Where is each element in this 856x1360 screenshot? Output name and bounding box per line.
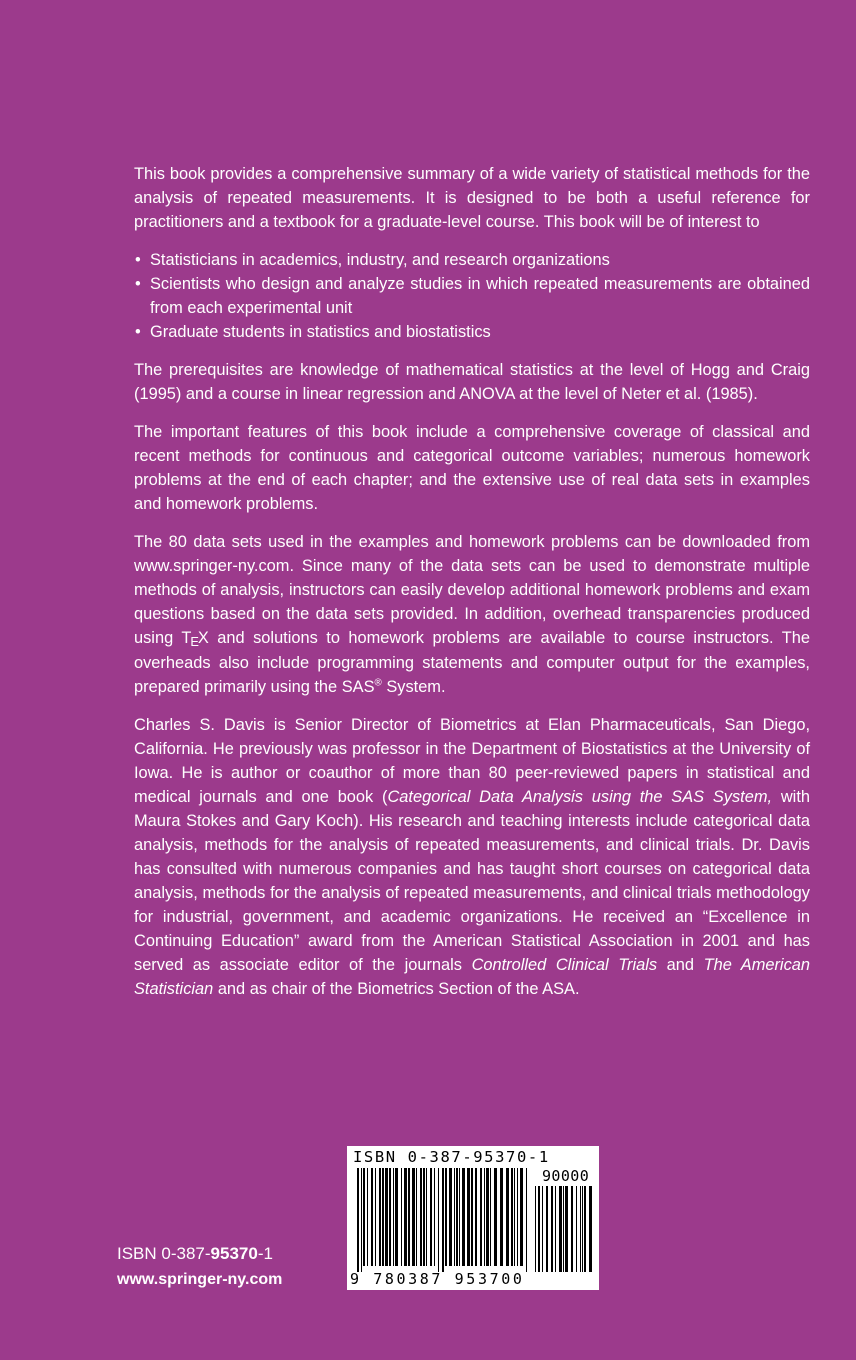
footer-isbn-prefix: ISBN 0-387- [117, 1244, 211, 1263]
barcode-bar [412, 1168, 415, 1266]
barcode-bar [462, 1168, 465, 1266]
barcode-bar [494, 1168, 497, 1266]
author-bio-paragraph [134, 713, 810, 1001]
barcode-bar [506, 1168, 509, 1266]
barcode-bar [580, 1186, 581, 1272]
isbn-barcode [347, 1146, 599, 1290]
barcode-bar [423, 1168, 425, 1266]
barcode-bar [517, 1168, 518, 1266]
list-item: • Scientists who design and analyze studies in which repeated measurements are obtained from each experimental unit [134, 272, 810, 320]
bio-journal-title-2: The American Statistician [134, 956, 810, 998]
footer-isbn-suffix: -1 [257, 1244, 273, 1263]
footer-isbn-bold: 95370 [210, 1244, 258, 1263]
tex-logo [181, 629, 208, 647]
audience-list [134, 248, 810, 344]
barcode-bar [475, 1168, 477, 1266]
barcode-bar [490, 1168, 491, 1266]
features-paragraph: The important features of this book include a comprehensive coverage of classical and recent methods for continuous and categorical outcome variables; numerous homework problems at the end of each chapter; and the extensive use of real data sets in examples and homework problems. [134, 423, 810, 513]
barcode-bar [565, 1186, 568, 1272]
barcode-bar [401, 1168, 402, 1266]
barcode-bar [514, 1168, 515, 1266]
registered-mark: ® [374, 677, 382, 689]
intro-paragraph: This book provides a comprehensive summary of a wide variety of statistical methods for the analysis of repeated measurements. It is designed to be both a useful reference for practitioners and a textbook for a graduate-level course. This book will be of interest to [134, 165, 810, 231]
barcode-bar [375, 1168, 376, 1266]
barcode-bar [361, 1168, 362, 1272]
barcode-bar [385, 1168, 388, 1266]
barcode-bar [408, 1168, 410, 1266]
barcode-bar [486, 1168, 489, 1266]
barcode-bar [471, 1168, 473, 1266]
barcode-bar [459, 1168, 460, 1266]
barcode-bar [551, 1186, 553, 1272]
barcode-bar [467, 1168, 470, 1266]
bio-book-title: Categorical Data Analysis using the SAS System, [387, 788, 773, 806]
bio-journal-title-1: Controlled Clinical Trials [471, 956, 658, 974]
list-item: • Statisticians in academics, industry, and research organizations [134, 248, 810, 272]
barcode-isbn-label: ISBN 0-387-95370-1 [353, 1148, 550, 1166]
bio-text-part2: with Maura Stokes and Gary Koch). His research and teaching interests include categorical data analysis, methods for the analysis of repeated measurements, and clinical trials. Dr. Davis has consulted with numerous companies and has taught short courses on categorical data analysis, methods for the analysis of repeated measurements, and clinical trials methodology for industrial, government, and academic organizations. He received an “Excellence in Continuing Education” award from the American Statistical Association in 2001 and has served as associate editor of the journals [134, 788, 810, 974]
barcode-bar [371, 1168, 373, 1266]
barcode-bar [500, 1168, 503, 1266]
tex-logo-x: X [197, 629, 209, 647]
barcode-bar [379, 1168, 381, 1266]
barcode-bar [363, 1168, 365, 1266]
barcode-bar [434, 1168, 435, 1266]
barcode-bar [456, 1168, 458, 1266]
barcode-bar [526, 1168, 527, 1272]
barcode-bar [576, 1186, 577, 1272]
barcode-bar [546, 1186, 548, 1272]
barcode-bar [582, 1186, 583, 1272]
datasets-text-part3: System. [381, 678, 446, 696]
barcode-bar [542, 1186, 543, 1272]
bio-text-part4: and as chair of the Biometrics Section of the ASA. [213, 980, 580, 998]
barcode-bars [347, 1146, 599, 1290]
barcode-bar [389, 1168, 391, 1266]
barcode-bar [480, 1168, 482, 1266]
barcode-bar [393, 1168, 394, 1266]
barcode-bar [584, 1186, 586, 1272]
barcode-bar [404, 1168, 407, 1266]
datasets-text-part1: The 80 data sets used in the examples and homework problems can be downloaded from www.springer-ny.com. Since many of the data sets can be used to demonstrate multiple methods of analysis, instructors can easily develop additional homework problems and exam questions based on the data sets provided. In addition, overhead transparencies produced using [134, 533, 810, 647]
barcode-bar [454, 1168, 455, 1266]
barcode-bar [416, 1168, 417, 1266]
bio-text-part1: Charles S. Davis is Senior Director of Biometrics at Elan Pharmaceuticals, San Diego, California. He previously was professor in the Department of Biostatistics at the University of Iowa. He is author or coauthor of more than 80 peer-reviewed papers in statistical and medical journals and one book ( [134, 716, 810, 806]
barcode-bar [555, 1186, 556, 1272]
barcode-bar [484, 1168, 485, 1266]
tex-logo-e: E [190, 633, 199, 649]
barcode-bar [420, 1168, 422, 1266]
barcode-bar [438, 1168, 439, 1272]
barcode-bar [449, 1168, 452, 1266]
prerequisites-paragraph: The prerequisites are knowledge of mathematical statistics at the level of Hogg and Craig (1995) and a course in linear regression and ANOVA at the level of Neter et al. (1985). [134, 361, 810, 403]
tex-logo-t: T [181, 629, 192, 647]
barcode-bar [367, 1168, 368, 1266]
barcode-bar [442, 1168, 444, 1272]
barcode-bar [357, 1168, 359, 1272]
barcode-bar [511, 1168, 513, 1266]
back-cover-blurb [134, 162, 810, 1015]
barcode-bar [563, 1186, 564, 1272]
barcode-bar [382, 1168, 384, 1266]
barcode-bar [535, 1186, 536, 1272]
barcode-bar [395, 1168, 398, 1266]
datasets-text-part2: and solutions to homework problems are available to course instructors. The overheads also include programming statements and computer output for the examples, prepared primarily using the SAS [134, 629, 810, 696]
footer-isbn [117, 1244, 273, 1264]
barcode-bar [520, 1168, 523, 1266]
list-item: • Graduate students in statistics and biostatistics [134, 320, 810, 344]
barcode-ean-digits: 9 780387 953700 [350, 1270, 525, 1288]
barcode-bar [559, 1186, 562, 1272]
barcode-bar [571, 1186, 573, 1272]
barcode-addon-digits: 90000 [542, 1167, 590, 1185]
barcode-bar [589, 1186, 592, 1272]
barcode-bar [426, 1168, 427, 1266]
datasets-paragraph [134, 530, 810, 699]
barcode-bar [538, 1186, 540, 1272]
barcode-bar [445, 1168, 447, 1266]
publisher-url: www.springer-ny.com [117, 1271, 283, 1288]
bio-text-part3: and [657, 956, 704, 974]
barcode-bar [430, 1168, 432, 1266]
